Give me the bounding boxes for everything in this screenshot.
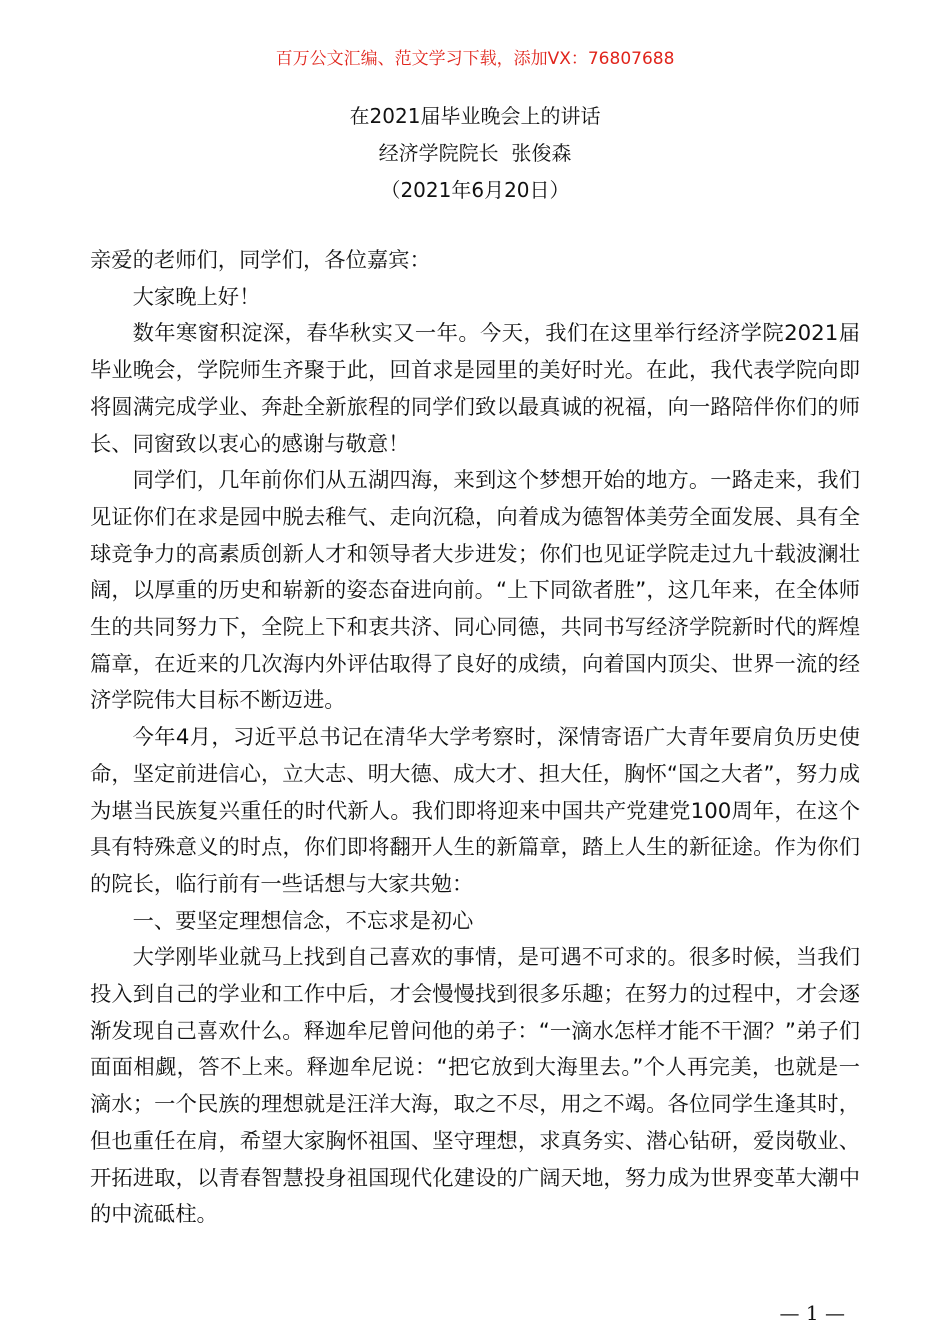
salutation: 亲爱的老师们，同学们，各位嘉宾： xyxy=(90,248,431,273)
paragraph-mission: 今年4月，习近平总书记在清华大学考察时，深情寄语广大青年要肩负历史使命，坚定前进信心，立大志、明大德、成大才、担大任，胸怀“国之大者”，努力成为堪当民族复兴重任的时代新人。我们即将迎来中国共产党建党100周年，在这个具有特殊意义的时点，你们即将翻开人生的新篇章，踏上人生的新征途。作为你们的院长，临行前有一些话想与大家共勉： xyxy=(90,725,860,897)
document-title: 在2021届毕业晚会上的讲话 xyxy=(349,104,601,128)
paragraph-greeting: 大家晚上好！ xyxy=(132,284,261,310)
paragraph-journey: 同学们，几年前你们从五湖四海，来到这个梦想开始的地方。一路走来，我们见证你们在求是园中脱去稚气、走向沉稳，向着成为德智体美劳全面发展、具有全球竞争力的高素质创新人才和领导者大步进发；你们也见证学院走过九十载波澜壮阔，以厚重的历史和崭新的姿态奋进向前。“上下同欲者胜”，这几年来，在全体师生的共同努力下，全院上下和衷共济、同心同德，共同书写经济学院新时代的辉煌篇章，在近来的几次海内外评估取得了良好的成绩，向着国内顶尖、世界一流的经济学院伟大目标不断迈进。 xyxy=(90,468,860,714)
title-block xyxy=(0,98,950,209)
paragraph-opening: 数年寒窗积淀深，春华秋实又一年。今天，我们在这里举行经济学院2021届毕业晚会，学院师生齐聚于此，回首求是园里的美好时光。在此，我代表学院向即将圆满完成学业、奔赴全新旅程的同学们致以最真诚的祝福，向一路陪伴你们的师长、同窗致以衷心的感谢与敬意！ xyxy=(90,321,860,457)
watermark-banner: 百万公文汇编、范文学习下载，添加VX：76807688 xyxy=(275,49,675,69)
section-heading-1: 一、要坚定理想信念，不忘求是初心 xyxy=(132,908,474,934)
page-number xyxy=(0,1300,950,1326)
date-line: （2021年6月20日） xyxy=(380,178,570,202)
paragraph-ideals: 大学刚毕业就马上找到自己喜欢的事情，是可遇不可求的。很多时候，当我们投入到自己的学业和工作中后，才会慢慢找到很多乐趣；在努力的过程中，才会逐渐发现自己喜欢什么。释迦牟尼曾问他的弟子：“一滴水怎样才能不干涸？”弟子们面面相觑，答不上来。释迦牟尼说：“把它放到大海里去。”个人再完美，也就是一滴水；一个民族的理想就是汪洋大海，取之不尽，用之不竭。各位同学生逢其时，但也重任在肩，希望大家胸怀祖国、坚守理想，求真务实、潜心钻研，爱岗敬业、开拓进取，以青春智慧投身祖国现代化建设的广阔天地，努力成为世界变革大潮中的中流砥柱。 xyxy=(90,945,860,1228)
speech-body xyxy=(90,243,860,1234)
page-number-label: — 1 — xyxy=(779,1301,845,1325)
author-line: 经济学院院长 张俊森 xyxy=(378,141,572,165)
